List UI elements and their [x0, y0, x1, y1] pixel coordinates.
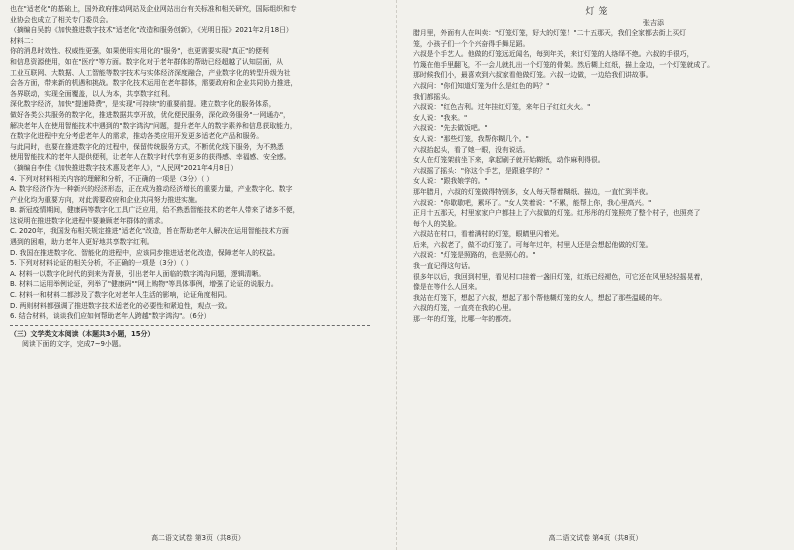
text-line: 产业化均为重要方向，对此需要政府和企业共同努力推进实施。 — [10, 195, 202, 204]
text-line: 你的消息时效性、权威性更强，如果使用实用化的"服务"，也更需要实现"真正"的便利 — [10, 47, 269, 56]
text-line: 腊月里，外面有人在叫卖："灯笼灯笼，好大的灯笼！"二十五那天，我们全家都去街上买灯 — [413, 29, 687, 37]
text-line: 每个人的笑脸。 — [413, 219, 461, 228]
text-line: 像是在等什么人回来。 — [413, 283, 482, 292]
text-line: 笼，小孩子们一个个兴奋得手舞足蹈。 — [413, 39, 530, 48]
text-line: 六叔说："红色吉利。过年挂红灯笼，来年日子红红火火。" — [413, 103, 591, 112]
text-line: C. 2020年，我国发布相关规定推进"适老化"改造，旨在帮助老年人解决在运用智能技术方面 — [10, 227, 289, 236]
text-line: 六叔说："灯笼是照路的，也是照心的。" — [413, 251, 536, 260]
text-line: 正月十五那天，村里家家户户都挂上了六叔做的灯笼。红彤彤的灯笼照亮了整个村子，也照亮了 — [413, 209, 701, 218]
text-line: 在数字化进程中充分考虑老年人的需求，推动各类应用开发更多适老化产品和服务。 — [10, 132, 264, 141]
text-line: 那一年的灯笼，比哪一年的都亮。 — [413, 315, 516, 324]
text-line: 材料二： — [10, 36, 38, 45]
text-line: 女人在灯笼架前坐下来，拿起刷子就开始糊纸，动作麻利得很。 — [413, 156, 605, 165]
text-line: 做好各类公共服务的数字化，推进数据共享开放，优化便民服务，深化政务服务"一网通办"， — [10, 110, 290, 119]
story-title: 灯笼 — [585, 7, 612, 17]
text-line: 六叔的灯笼，一直亮在我的心里。 — [413, 304, 516, 313]
text-line: 工业互联网、大数据、人工智能等数字技术与实体经济深度融合，产业数字化的转型升级为社 — [10, 68, 291, 77]
text-line: 六叔问："你们知道灯笼为什么是红色的吗？" — [413, 81, 550, 90]
text-line: 女人说："跟我娘学的。" — [413, 177, 488, 186]
text-line: A. 材料一以数字化时代的到来为背景，引出老年人面临的数字鸿沟问题，逻辑清晰。 — [10, 269, 266, 278]
text-line: （摘编自李佳《加快推进数字技术惠及老年人》，"人民网"2021年4月8日） — [10, 163, 238, 172]
text-line: 也在"适老化"的基础上，国外政府推动网站及企业网站出台有关标准和相关研究，国际组织和专 — [10, 5, 297, 13]
text-line: 我一直记得这句话。 — [413, 262, 475, 271]
section-instruction: 阅读下面的文字，完成7~9小题。 — [22, 340, 126, 349]
text-line: 使用智能技术的老年人提供便利，让老年人在数字时代享有更多的获得感、幸福感、安全感。 — [10, 153, 291, 162]
text-line: （摘编自吴韵《加快推进数字技术"适老化"改造和服务创新》，《光明日报》2021年2月18日） — [10, 26, 293, 35]
text-line: 女人说："我来。" — [413, 113, 468, 122]
text-line: 我们都摇头。 — [413, 92, 455, 101]
section-divider — [10, 325, 370, 326]
text-line: 6. 结合材料，谈谈我们应如何帮助老年人跨越"数字鸿沟"。（6分） — [10, 312, 211, 321]
text-line: 业协会也成立了相关专门委员会。 — [10, 15, 113, 24]
text-line: 和信息资源使用，如在"医疗"等方面。数字化对于老年群体的帮助已经超越了认知层面，从 — [10, 57, 284, 66]
right-page-body — [413, 28, 784, 325]
text-line: 六叔抬起头，看了她一眼，没有说话。 — [413, 145, 530, 154]
story-author: 张吉添 — [643, 19, 664, 27]
text-line: D. 两则材料都强调了推进数字技术适老化的必要性和紧迫性，观点一致。 — [10, 301, 232, 310]
text-line: 各界联动，实现全面覆盖，以人为本，共享数字红利。 — [10, 89, 175, 98]
right-page — [397, 0, 794, 550]
text-line: 女人说："那些灯笼，我帮你糊几个。" — [413, 134, 529, 143]
text-line: 遇到的困难，助力老年人更好地共享数字红利。 — [10, 238, 154, 247]
text-line: 与此同时，也要在推进数字化的过程中，保留传统服务方式，不断优化线下服务，为不熟悉 — [10, 142, 284, 151]
text-line: B. 新冠疫情期间，健康码等数字化工具广泛应用，给不熟悉智能技术的老年人带来了诸多不便， — [10, 206, 300, 215]
text-line: 我站在灯笼下，想起了六叔，想起了那个帮他糊灯笼的女人，想起了那些温暖的年。 — [413, 293, 667, 302]
text-line: 六叔站在村口，看着满村的灯笼，眼睛里闪着光。 — [413, 230, 564, 239]
right-page-footer: 高二语文试卷 第4页（共8页） — [548, 534, 643, 542]
text-line: 六叔摇了摇头："你这个手艺，是跟谁学的？" — [413, 166, 550, 175]
text-line: 深化数字经济，加快"提速降费"，是实现"可持续"的重要前提。建立数字化的服务体系， — [10, 100, 276, 109]
text-line: 后来，六叔老了，做不动灯笼了。可每年过年，村里人还是会想起他做的灯笼。 — [413, 240, 653, 249]
text-line: A. 数字经济作为一种新兴的经济形态，正在成为推动经济增长的重要力量，产业数字化、数字 — [10, 185, 293, 194]
section-heading: （三）文学类文本阅读（本题共3小题，15分） — [10, 329, 155, 338]
text-line: 会各方面，带来新的机遇和挑战。数字化技术运用在老年群体，需要政府和企业共同协力推进， — [10, 79, 298, 88]
text-line: B. 材料二运用举例论证，列举了"健康码""网上购物"等具体事例，增强了论证的说服力。 — [10, 280, 278, 289]
text-line: C. 材料一和材料二都涉及了数字化对老年人生活的影响，论证角度相同。 — [10, 291, 232, 300]
text-line: 竹篾在他手里翻飞，不一会儿就扎出一个灯笼的骨架。然后糊上红纸，描上金边，一个灯笼就成了。 — [413, 60, 714, 69]
text-line: D. 我国在推进数字化、智能化的进程中，应该同步推进适老化改造，保障老年人的权益。 — [10, 248, 280, 257]
text-line: 六叔说："先去做饭吧。" — [413, 124, 488, 133]
text-line: 5. 下列对材料论证的相关分析，不正确的一项是（3分）（ ） — [10, 259, 193, 268]
text-line: 六叔说："你歇歇吧，累坏了。"女人笑着说："不累，能帮上你，我心里高兴。" — [413, 198, 652, 207]
text-line: 解决老年人在使用智能技术中遇到的"数字鸿沟"问题，提升老年人的数字素养和信息获取能力， — [10, 121, 297, 130]
text-line: 六叔是个手艺人。他做的灯笼远近闻名，每到年关，来订灯笼的人络绎不绝。六叔的手很巧， — [413, 50, 694, 59]
left-page-footer: 高二语文试卷 第3页（共8页） — [151, 534, 245, 542]
text-line: 这说明在推进数字化进程中要兼顾老年群体的需求。 — [10, 216, 168, 225]
text-line: 那时候我们小，最喜欢到六叔家看他做灯笼。六叔一边做，一边给我们讲故事。 — [413, 71, 653, 80]
text-line: 4. 下列对材料相关内容的理解和分析，不正确的一项是（3分）（ ） — [10, 174, 214, 183]
text-line: 很多年以后，我回到村里，看见村口挂着一盏旧灯笼，红纸已经褪色，可它还在风里轻轻摇晃着， — [413, 272, 708, 281]
text-line: 那年腊月，六叔的灯笼做得特别多，女人每天帮着糊纸、描边，一直忙到半夜。 — [413, 187, 653, 196]
left-page-body — [10, 4, 386, 322]
